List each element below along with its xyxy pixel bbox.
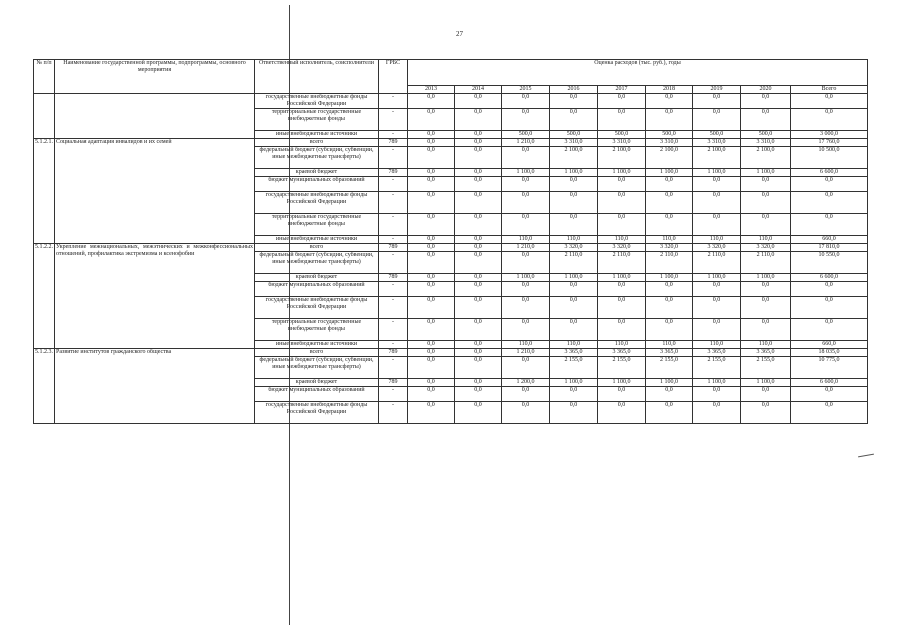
year-value: 0,0 [598,387,646,402]
year-value: 0,0 [693,109,741,131]
total-value: 0,0 [791,297,868,319]
grbs-code: - [379,297,408,319]
year-value: 0,0 [598,109,646,131]
year-value: 0,0 [646,282,693,297]
total-value: 10 550,0 [791,252,868,274]
year-value: 2 110,0 [741,252,791,274]
year-value: 2 110,0 [693,252,741,274]
year-value: 0,0 [550,297,598,319]
year-value: 0,0 [455,236,502,244]
total-value: 10 500,0 [791,147,868,169]
year-value: 0,0 [550,319,598,341]
year-value: 0,0 [408,169,455,177]
year-value: 0,0 [502,109,550,131]
grbs-code: 789 [379,244,408,252]
header-program-name: Наименование государственной программы, подпрограммы, основного мероприятия [55,60,255,94]
grbs-code: - [379,131,408,139]
table-row [34,94,868,109]
grbs-code: 789 [379,349,408,357]
grbs-code: - [379,319,408,341]
funding-source: территориальные государственные внебюджетные фонды [255,109,379,131]
year-value: 2 155,0 [693,357,741,379]
year-value: 0,0 [646,109,693,131]
funding-source: иные внебюджетные источники [255,131,379,139]
year-value: 110,0 [502,236,550,244]
year-value: 2 100,0 [598,147,646,169]
year-value: 500,0 [741,131,791,139]
total-value: 6 600,0 [791,169,868,177]
total-value: 17 810,0 [791,244,868,252]
total-value: 6 600,0 [791,274,868,282]
year-value: 2 110,0 [550,252,598,274]
scan-artifact-mark [858,454,874,458]
year-value: 1 200,0 [502,379,550,387]
year-value: 0,0 [455,387,502,402]
funding-source: краевой бюджет [255,274,379,282]
header-year: 2014 [455,86,502,94]
year-value: 0,0 [646,192,693,214]
year-value: 0,0 [741,387,791,402]
year-value: 0,0 [408,341,455,349]
funding-source: иные внебюджетные источники [255,236,379,244]
year-value: 0,0 [455,169,502,177]
year-value: 0,0 [741,109,791,131]
year-value: 0,0 [693,387,741,402]
year-value: 0,0 [408,402,455,424]
year-value: 0,0 [693,214,741,236]
year-value: 0,0 [408,214,455,236]
year-value: 110,0 [598,341,646,349]
year-value: 1 210,0 [502,244,550,252]
year-value: 0,0 [502,177,550,192]
funding-source: всего [255,244,379,252]
year-value: 0,0 [455,319,502,341]
year-value: 0,0 [502,297,550,319]
year-value: 0,0 [598,177,646,192]
header-year: 2020 [741,86,791,94]
year-value: 0,0 [741,297,791,319]
grbs-code: - [379,94,408,109]
total-value: 0,0 [791,214,868,236]
year-value: 0,0 [550,94,598,109]
year-value: 0,0 [550,387,598,402]
year-value: 110,0 [693,341,741,349]
item-code: 5.1.2.2. [34,244,55,349]
grbs-code: - [379,402,408,424]
funding-source: территориальные государственные внебюджетные фонды [255,319,379,341]
year-value: 0,0 [741,192,791,214]
year-value: 0,0 [598,192,646,214]
year-value: 3 365,0 [693,349,741,357]
funding-source: бюджет муниципальных образований [255,387,379,402]
total-value: 0,0 [791,109,868,131]
year-value: 0,0 [455,282,502,297]
year-value: 3 320,0 [598,244,646,252]
total-value: 660,0 [791,236,868,244]
table-row [34,139,868,147]
header-year: 2018 [646,86,693,94]
grbs-code: - [379,192,408,214]
grbs-code: 789 [379,274,408,282]
funding-source: государственные внебюджетные фонды Российской Федерации [255,402,379,424]
year-value: 0,0 [741,282,791,297]
total-value: 0,0 [791,94,868,109]
year-value: 3 365,0 [741,349,791,357]
year-value: 1 100,0 [502,169,550,177]
total-value: 6 600,0 [791,379,868,387]
year-value: 0,0 [455,357,502,379]
header-estimate: Оценка расходов (тыс. руб.), годы [408,60,868,86]
year-value: 0,0 [408,177,455,192]
year-value: 0,0 [693,177,741,192]
item-code: 5.1.2.3. [34,349,55,424]
year-value: 0,0 [408,192,455,214]
year-value: 0,0 [693,319,741,341]
year-value: 0,0 [502,147,550,169]
year-value: 0,0 [455,214,502,236]
year-value: 2 155,0 [646,357,693,379]
year-value: 2 110,0 [646,252,693,274]
year-value: 3 365,0 [646,349,693,357]
year-value: 0,0 [741,94,791,109]
year-value: 2 100,0 [550,147,598,169]
funding-source: государственные внебюджетные фонды Российской Федерации [255,94,379,109]
item-code: 5.1.2.1. [34,139,55,244]
year-value: 0,0 [408,319,455,341]
total-value: 0,0 [791,282,868,297]
year-value: 3 310,0 [693,139,741,147]
funding-source: федеральный бюджет (субсидии, субвенции, иные межбюджетные трансферты) [255,147,379,169]
year-value: 0,0 [408,94,455,109]
header-year: 2013 [408,86,455,94]
year-value: 0,0 [646,319,693,341]
year-value: 3 320,0 [646,244,693,252]
year-value: 2 100,0 [646,147,693,169]
year-value: 0,0 [598,319,646,341]
year-value: 2 155,0 [741,357,791,379]
header-executor: Ответственный исполнитель, соисполнители [255,60,379,94]
funding-source: государственные внебюджетные фонды Российской Федерации [255,297,379,319]
year-value: 0,0 [550,192,598,214]
funding-source: всего [255,139,379,147]
year-value: 2 100,0 [741,147,791,169]
year-value: 110,0 [646,341,693,349]
year-value: 1 210,0 [502,139,550,147]
funding-source: краевой бюджет [255,379,379,387]
year-value: 0,0 [502,319,550,341]
year-value: 3 320,0 [741,244,791,252]
table-row [34,244,868,252]
year-value: 500,0 [693,131,741,139]
year-value: 0,0 [455,192,502,214]
year-value: 1 100,0 [741,379,791,387]
year-value: 0,0 [550,214,598,236]
year-value: 3 310,0 [741,139,791,147]
year-value: 0,0 [455,177,502,192]
year-value: 110,0 [693,236,741,244]
year-value: 0,0 [693,94,741,109]
year-value: 0,0 [408,349,455,357]
year-value: 2 110,0 [598,252,646,274]
year-value: 1 100,0 [646,169,693,177]
year-value: 0,0 [408,274,455,282]
total-value: 0,0 [791,177,868,192]
year-value: 0,0 [646,177,693,192]
grbs-code: 789 [379,169,408,177]
funding-source: федеральный бюджет (субсидии, субвенции, иные межбюджетные трансферты) [255,357,379,379]
year-value: 0,0 [502,402,550,424]
year-value: 1 100,0 [598,169,646,177]
year-value: 0,0 [502,282,550,297]
grbs-code: - [379,236,408,244]
grbs-code: - [379,387,408,402]
year-value: 0,0 [455,297,502,319]
year-value: 3 365,0 [598,349,646,357]
funding-source: государственные внебюджетные фонды Российской Федерации [255,192,379,214]
year-value: 500,0 [646,131,693,139]
year-value: 0,0 [502,387,550,402]
continuation-name-cell [55,94,255,139]
year-value: 0,0 [455,109,502,131]
year-value: 3 320,0 [693,244,741,252]
total-value: 3 000,0 [791,131,868,139]
year-value: 500,0 [598,131,646,139]
year-value: 1 100,0 [502,274,550,282]
header-number: № п/п [34,60,55,94]
funding-source: краевой бюджет [255,169,379,177]
year-value: 110,0 [741,341,791,349]
year-value: 110,0 [741,236,791,244]
grbs-code: 789 [379,139,408,147]
header-year: 2019 [693,86,741,94]
year-value: 0,0 [693,297,741,319]
year-value: 1 100,0 [741,169,791,177]
year-value: 0,0 [408,387,455,402]
year-value: 1 100,0 [646,274,693,282]
year-value: 0,0 [646,297,693,319]
year-value: 0,0 [408,109,455,131]
year-value: 0,0 [502,94,550,109]
year-value: 1 100,0 [646,379,693,387]
grbs-code: - [379,252,408,274]
total-value: 17 760,0 [791,139,868,147]
year-value: 1 100,0 [693,169,741,177]
year-value: 0,0 [550,109,598,131]
grbs-code: - [379,147,408,169]
item-name: Укрепление межнациональных, межэтнических и межконфессиональных отношений, профилактика экстремизма и ксенофобии [55,244,255,349]
total-value: 660,0 [791,341,868,349]
year-value: 1 100,0 [550,274,598,282]
year-value: 0,0 [408,252,455,274]
funding-source: бюджет муниципальных образований [255,177,379,192]
total-value: 0,0 [791,192,868,214]
year-value: 0,0 [455,147,502,169]
year-value: 0,0 [408,357,455,379]
year-value: 110,0 [550,236,598,244]
year-value: 0,0 [550,402,598,424]
grbs-code: - [379,214,408,236]
year-value: 0,0 [646,214,693,236]
total-value: 0,0 [791,319,868,341]
header-year: Всего [791,86,868,94]
year-value: 0,0 [502,252,550,274]
year-value: 0,0 [646,387,693,402]
header-year: 2017 [598,86,646,94]
year-value: 0,0 [693,192,741,214]
year-value: 0,0 [455,341,502,349]
year-value: 3 310,0 [646,139,693,147]
year-value: 0,0 [408,282,455,297]
year-value: 0,0 [455,244,502,252]
year-value: 0,0 [741,177,791,192]
total-value: 10 775,0 [791,357,868,379]
year-value: 2 155,0 [550,357,598,379]
year-value: 1 100,0 [550,379,598,387]
total-value: 0,0 [791,402,868,424]
year-value: 500,0 [502,131,550,139]
year-value: 2 155,0 [598,357,646,379]
year-value: 0,0 [408,297,455,319]
funding-source: всего [255,349,379,357]
grbs-code: - [379,109,408,131]
year-value: 0,0 [598,282,646,297]
year-value: 0,0 [455,402,502,424]
year-value: 0,0 [646,94,693,109]
funding-source: федеральный бюджет (субсидии, субвенции, иные межбюджетные трансферты) [255,252,379,274]
year-value: 0,0 [455,349,502,357]
year-value: 0,0 [502,192,550,214]
year-value: 0,0 [455,94,502,109]
year-value: 110,0 [502,341,550,349]
page-number: 27 [456,30,463,38]
year-value: 1 210,0 [502,349,550,357]
budget-table [33,59,868,424]
table-row [34,349,868,357]
year-value: 0,0 [598,402,646,424]
year-value: 0,0 [598,214,646,236]
year-value: 3 365,0 [550,349,598,357]
grbs-code: - [379,341,408,349]
year-value: 0,0 [455,252,502,274]
grbs-code: - [379,177,408,192]
year-value: 1 100,0 [741,274,791,282]
year-value: 3 310,0 [550,139,598,147]
grbs-code: 789 [379,379,408,387]
year-value: 0,0 [408,139,455,147]
funding-source: территориальные государственные внебюджетные фонды [255,214,379,236]
year-value: 0,0 [455,274,502,282]
item-name: Развитие институтов гражданского общества [55,349,255,424]
year-value: 1 100,0 [550,169,598,177]
year-value: 3 320,0 [550,244,598,252]
total-value: 18 035,0 [791,349,868,357]
funding-source: иные внебюджетные источники [255,341,379,349]
year-value: 0,0 [455,139,502,147]
header-grbs: ГРБС [379,60,408,94]
year-value: 0,0 [550,177,598,192]
year-value: 0,0 [502,214,550,236]
year-value: 0,0 [741,319,791,341]
year-value: 0,0 [598,94,646,109]
year-value: 1 100,0 [598,274,646,282]
funding-source: бюджет муниципальных образований [255,282,379,297]
year-value: 2 100,0 [693,147,741,169]
year-value: 0,0 [741,402,791,424]
year-value: 0,0 [741,214,791,236]
year-value: 0,0 [550,282,598,297]
year-value: 110,0 [598,236,646,244]
year-value: 1 100,0 [693,274,741,282]
grbs-code: - [379,357,408,379]
continuation-number-cell [34,94,55,139]
year-value: 0,0 [455,379,502,387]
year-value: 0,0 [408,131,455,139]
year-value: 0,0 [693,282,741,297]
year-value: 0,0 [693,402,741,424]
item-name: Социальная адаптация инвалидов и их семей [55,139,255,244]
year-value: 1 100,0 [598,379,646,387]
year-value: 0,0 [408,244,455,252]
year-value: 500,0 [550,131,598,139]
year-value: 0,0 [408,147,455,169]
year-value: 0,0 [502,357,550,379]
header-year: 2016 [550,86,598,94]
total-value: 0,0 [791,387,868,402]
year-value: 0,0 [455,131,502,139]
grbs-code: - [379,282,408,297]
year-value: 0,0 [408,236,455,244]
year-value: 110,0 [646,236,693,244]
year-value: 0,0 [408,379,455,387]
year-value: 110,0 [550,341,598,349]
year-value: 0,0 [598,297,646,319]
year-value: 0,0 [646,402,693,424]
header-year: 2015 [502,86,550,94]
year-value: 3 310,0 [598,139,646,147]
year-value: 1 100,0 [693,379,741,387]
